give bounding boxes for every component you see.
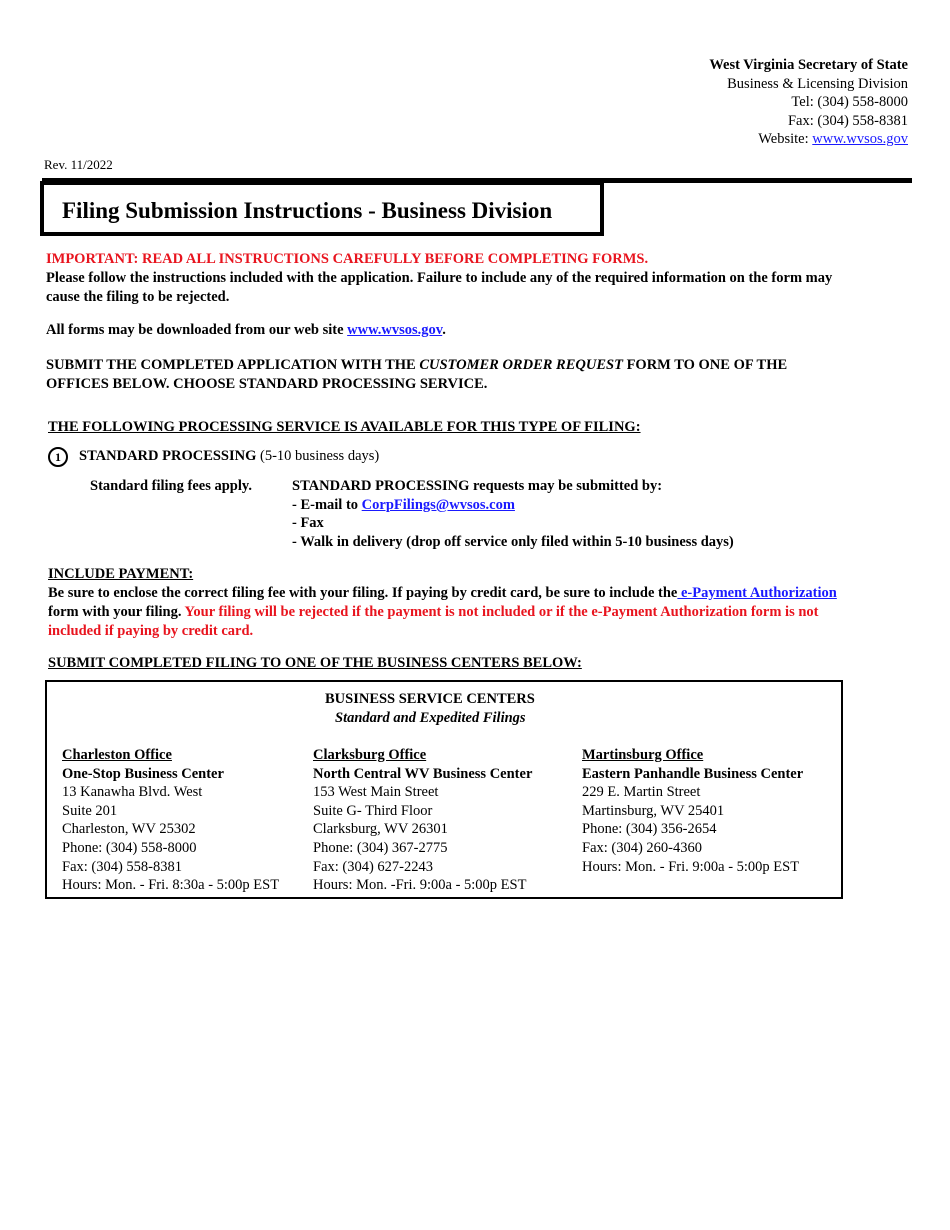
submit-instructions	[46, 356, 916, 394]
important-heading: IMPORTANT: READ ALL INSTRUCTIONS CAREFULLY BEFORE COMPLETING FORMS.	[46, 251, 649, 267]
office-charleston	[62, 746, 279, 895]
payment-heading: INCLUDE PAYMENT:	[48, 566, 194, 582]
method-email	[292, 496, 734, 515]
email-link[interactable]: CorpFilings@wvsos.com	[361, 496, 515, 513]
service-days: (5-10 business days)	[256, 448, 380, 464]
office-phone: Phone: (304) 356-2654	[582, 821, 717, 838]
office-center: Eastern Panhandle Business Center	[582, 765, 804, 782]
service-heading: THE FOLLOWING PROCESSING SERVICE IS AVAILABLE FOR THIS TYPE OF FILING:	[48, 419, 641, 435]
service-number-badge: 1	[48, 447, 68, 467]
submission-methods-heading: STANDARD PROCESSING requests may be submitted by:	[292, 478, 663, 494]
submission-methods	[292, 477, 734, 551]
office-hours: Hours: Mon. - Fri. 8:30a - 5:00p EST	[62, 877, 280, 894]
payment-section	[48, 565, 918, 641]
office-name: Clarksburg Office	[313, 747, 427, 763]
office-center: North Central WV Business Center	[313, 765, 533, 782]
payment-text-2: form with your filing.	[48, 604, 185, 620]
office-phone: Phone: (304) 367-2775	[313, 839, 448, 856]
office-address-line: 13 Kanawha Blvd. West	[62, 784, 203, 801]
fax-number: Fax: (304) 558-8381	[787, 112, 908, 129]
phone-number: Tel: (304) 558-8000	[791, 94, 908, 111]
filing-fees-note: Standard filing fees apply.	[90, 478, 252, 494]
office-hours: Hours: Mon. -Fri. 9:00a - 5:00p EST	[313, 877, 527, 894]
business-centers-box	[45, 680, 843, 899]
service-name-line	[79, 447, 379, 466]
payment-text: Be sure to enclose the correct filing fee with your filing. If paying by credit card, be sure to include the	[48, 585, 678, 601]
payment-line-2	[48, 603, 918, 622]
website-link[interactable]: www.wvsos.gov	[812, 131, 908, 148]
customer-order-request: CUSTOMER ORDER REQUEST	[419, 357, 623, 373]
agency-name: West Virginia Secretary of State	[709, 57, 908, 73]
office-name: Martinsburg Office	[582, 747, 704, 763]
office-center: One-Stop Business Center	[62, 765, 224, 782]
page-title: Filing Submission Instructions - Business Division	[62, 198, 553, 223]
office-address-line: Suite G- Third Floor	[313, 802, 433, 819]
office-address-line: Suite 201	[62, 802, 118, 819]
website-label: Website:	[758, 131, 813, 148]
office-address-line: Charleston, WV 25302	[62, 821, 196, 838]
download-link[interactable]: www.wvsos.gov	[347, 322, 443, 338]
office-name: Charleston Office	[62, 747, 172, 763]
centers-title: BUSINESS SERVICE CENTERS	[325, 691, 535, 707]
division-name: Business & Licensing Division	[727, 75, 908, 92]
method-fax: - Fax	[292, 515, 324, 532]
instructions-line-1: Please follow the instructions included with the application. Failure to include any of the required information on the form may	[46, 270, 833, 286]
method-email-label: - E-mail to	[292, 496, 362, 513]
submit-text-a: SUBMIT THE COMPLETED APPLICATION WITH THE	[46, 357, 420, 373]
submit-text-b: FORM TO ONE OF THE	[622, 357, 788, 373]
service-name: STANDARD PROCESSING	[79, 448, 257, 464]
office-address-line: 229 E. Martin Street	[582, 784, 701, 801]
instructions-line-2: cause the filing to be rejected.	[46, 289, 230, 305]
office-fax: Fax: (304) 627-2243	[313, 858, 434, 875]
rejection-warning-end: included if paying by credit card.	[48, 623, 254, 639]
office-martinsburg	[582, 746, 803, 876]
title-box	[40, 181, 604, 236]
submit-text-line-2: OFFICES BELOW. CHOOSE STANDARD PROCESSING SERVICE.	[46, 376, 488, 392]
centers-heading: SUBMIT COMPLETED FILING TO ONE OF THE BUSINESS CENTERS BELOW:	[48, 655, 582, 671]
epayment-authorization-link[interactable]: e-Payment Authorization	[677, 585, 837, 601]
office-clarksburg	[313, 746, 532, 895]
office-hours: Hours: Mon. - Fri. 9:00a - 5:00p EST	[582, 858, 800, 875]
office-fax: Fax: (304) 558-8381	[62, 858, 183, 875]
rejection-warning: Your filing will be rejected if the payment is not included or if the e-Payment Authorization form is not	[184, 604, 819, 620]
download-note	[46, 321, 916, 340]
office-address-line: Clarksburg, WV 26301	[313, 821, 448, 838]
office-address-line: Martinsburg, WV 25401	[582, 802, 725, 819]
office-address-line: 153 West Main Street	[313, 784, 439, 801]
agency-header	[709, 56, 908, 149]
download-text: All forms may be downloaded from our web site	[46, 322, 348, 338]
method-walkin: - Walk in delivery (drop off service only filed within 5-10 business days)	[292, 533, 734, 550]
website-line	[709, 130, 908, 149]
revision-date: Rev. 11/2022	[44, 157, 113, 172]
office-phone: Phone: (304) 558-8000	[62, 839, 197, 856]
office-fax: Fax: (304) 260-4360	[582, 839, 703, 856]
download-suffix: .	[442, 322, 446, 338]
payment-line-1	[48, 584, 918, 603]
important-notice	[46, 250, 916, 307]
centers-subtitle: Standard and Expedited Filings	[335, 710, 526, 726]
